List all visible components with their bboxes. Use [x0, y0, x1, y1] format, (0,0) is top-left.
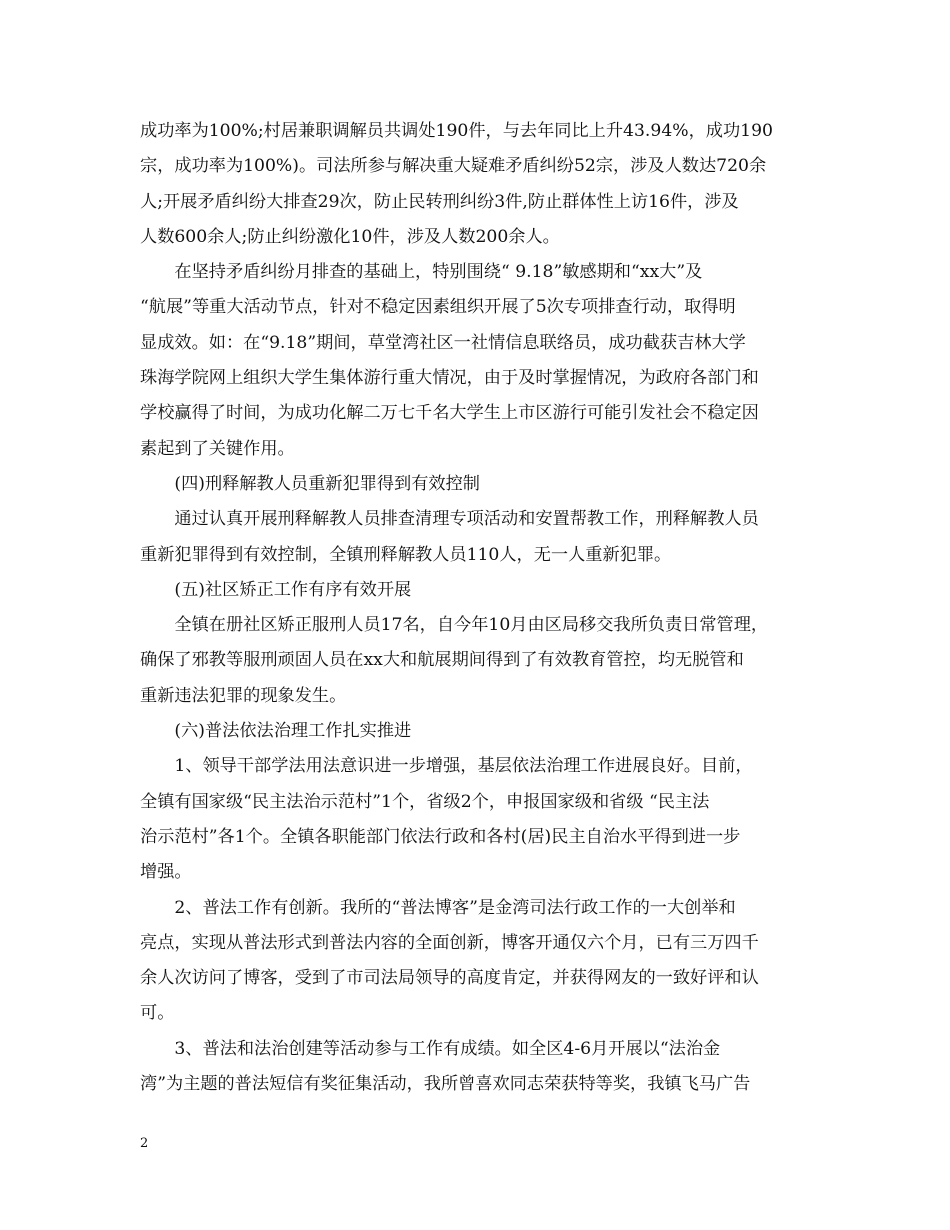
text-line: 3、普法和法治创建等活动参与工作有成绩。如全区4-6月开展以“法治金	[140, 1038, 721, 1059]
text-line: 湾”为主题的普法短信有奖征集活动，我所曾喜欢同志荣获特等奖，我镇飞马广告	[140, 1074, 751, 1095]
text-line: 人;开展矛盾纠纷大排查29次，防止民转刑纠纷3件,防止群体性上访16件，涉及	[140, 191, 739, 212]
text-line: 重新违法犯罪的现象发生。	[140, 685, 347, 706]
section-heading: (五)社区矫正工作有序有效开展	[140, 579, 412, 600]
text-line: 全镇有国家级“民主法治示范村”1个，省级2个，申报国家级和省级 “民主法	[140, 791, 710, 812]
text-line: 珠海学院网上组织大学生集体游行重大情况，由于及时掌握情况，为政府各部门和	[140, 368, 759, 389]
text-line: 素起到了关键作用。	[140, 438, 295, 459]
text-line: 1、领导干部学法用法意识进一步增强，基层依法治理工作进展良好。目前，	[140, 756, 753, 777]
text-line: 人数600余人;防止纠纷激化10件，涉及人数200余人。	[140, 226, 560, 247]
text-line: 通过认真开展刑释解教人员排查清理专项活动和安置帮教工作，刑释解教人员	[140, 509, 759, 530]
text-line: 2、普法工作有创新。我所的“普法博客”是金湾司法行政工作的一大创举和	[140, 897, 736, 918]
text-line: 在坚持矛盾纠纷月排查的基础上，特别围绕“ 9.18”敏感期和“xx大”及	[140, 262, 703, 283]
text-line: 确保了邪教等服刑顽固人员在xx大和航展期间得到了有效教育管控，均无脱管和	[140, 650, 744, 671]
text-line: 显成效。如：在“9.18”期间，草堂湾社区一社情信息联络员，成功截获吉林大学	[140, 332, 746, 353]
text-line: “航展”等重大活动节点，针对不稳定因素组织开展了5次专项排查行动，取得明	[140, 297, 736, 318]
section-heading: (六)普法依法治理工作扎实推进	[140, 721, 412, 742]
text-line: 可。	[140, 1003, 175, 1024]
text-line: 全镇在册社区矫正服刑人员17名，自今年10月由区局移交我所负责日常管理，	[140, 615, 769, 636]
text-line: 成功率为100%;村居兼职调解员共调处190件，与去年同比上升43.94%，成功190	[140, 121, 773, 141]
text-line: 学校赢得了时间，为成功化解二万七千名大学生上市区游行可能引发社会不稳定因	[140, 403, 759, 424]
page-number: 2	[140, 1136, 149, 1151]
text-line: 重新犯罪得到有效控制，全镇刑释解教人员110人，无一人重新犯罪。	[140, 544, 672, 565]
text-line: 宗，成功率为100%)。司法所参与解决重大疑难矛盾纠纷52宗，涉及人数达720余	[140, 156, 767, 177]
document-body	[140, 114, 820, 1102]
section-heading: (四)刑释解教人员重新犯罪得到有效控制	[140, 473, 480, 494]
text-line: 治示范村”各1个。全镇各职能部门依法行政和各村(居)民主自治水平得到进一步	[140, 826, 741, 847]
text-line: 增强。	[140, 862, 192, 883]
text-line: 余人次访问了博客，受到了市司法局领导的高度肯定，并获得网友的一致好评和认	[140, 968, 759, 989]
text-line: 亮点，实现从普法形式到普法内容的全面创新，博客开通仅六个月，已有三万四千	[140, 932, 759, 953]
